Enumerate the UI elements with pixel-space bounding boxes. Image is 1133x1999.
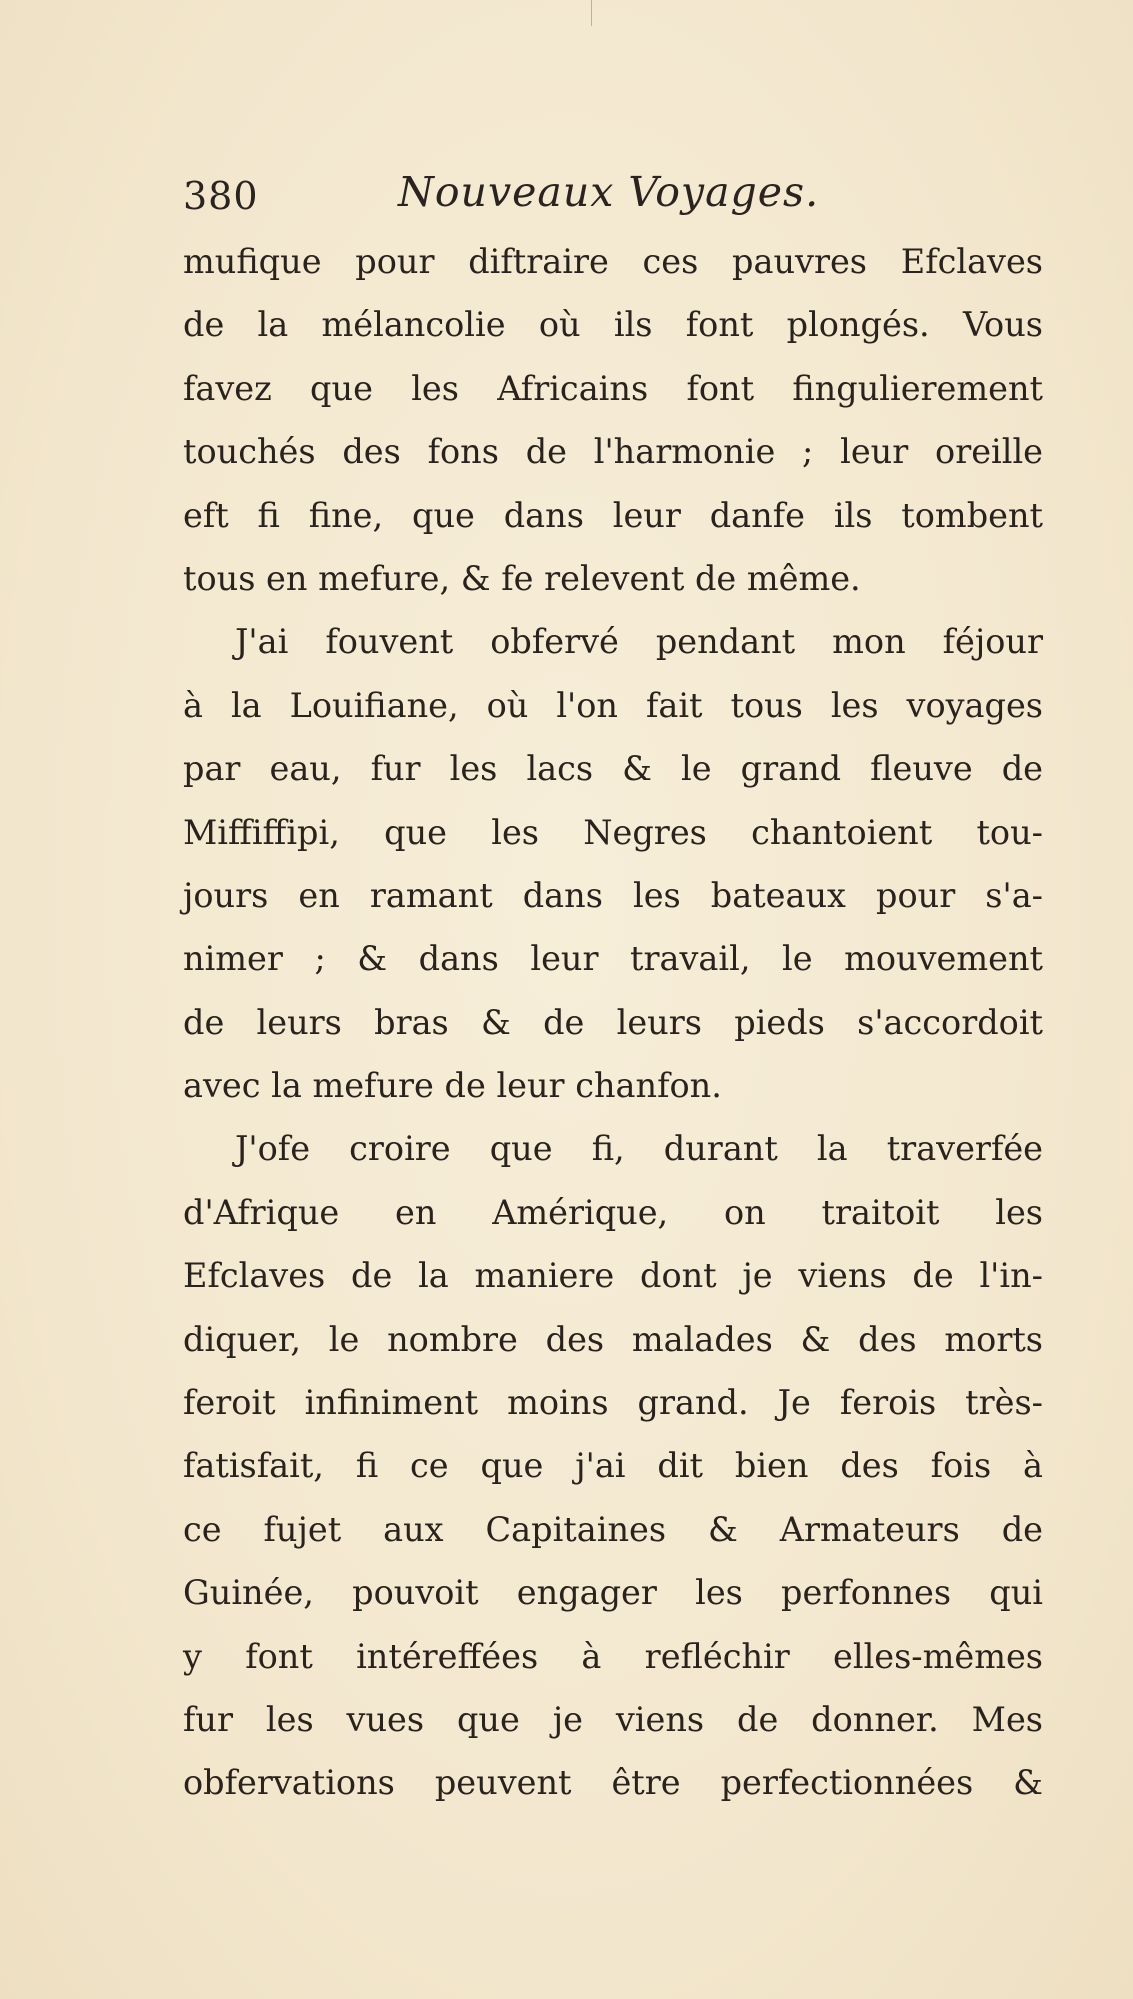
text-line: y font intéreffées à refléchir elles-mêmes [183, 1636, 1043, 1676]
text-line: par eau, fur les lacs & le grand fleuve de [183, 749, 1043, 789]
text-line: jours en ramant dans les bateaux pour s'a- [183, 875, 1043, 915]
text-line: diquer, le nombre des malades & des morts [183, 1319, 1043, 1359]
text-line: fatisfait, fi ce que j'ai dit bien des fois à [183, 1446, 1043, 1486]
text-line: tous en mefure, & fe relevent de même. [183, 558, 861, 598]
page-number: 380 [183, 174, 259, 218]
text-line: Efclaves de la maniere dont je viens de l'in- [183, 1256, 1043, 1296]
text-line: ce fujet aux Capitaines & Armateurs de [183, 1509, 1043, 1549]
text-line: favez que les Africains font fingulierement [183, 368, 1043, 408]
page-header [183, 162, 1063, 232]
text-line: avec la mefure de leur chanfon. [183, 1066, 722, 1106]
text-line: J'ofe croire que fi, durant la traverfée [235, 1129, 1043, 1169]
text-line: de leurs bras & de leurs pieds s'accordoit [183, 1002, 1043, 1042]
text-line: Miffiffipi, que les Negres chantoient tou- [183, 812, 1043, 852]
text-line: de la mélancolie où ils font plongés. Vous [183, 305, 1043, 345]
body-text [183, 230, 1043, 1815]
text-line: fur les vues que je viens de donner. Mes [183, 1699, 1043, 1739]
text-line: J'ai fouvent obfervé pendant mon féjour [235, 622, 1043, 662]
running-title: Nouveaux Voyages. [398, 168, 820, 216]
text-line: d'Afrique en Amérique, on traitoit les [183, 1192, 1043, 1232]
text-line: eft fi fine, que dans leur danfe ils tombent [183, 495, 1043, 535]
page-fold-mark [591, 0, 592, 26]
text-line: Guinée, pouvoit engager les perfonnes qui [183, 1573, 1043, 1613]
text-line: feroit infiniment moins grand. Je ferois très- [183, 1383, 1043, 1423]
text-line: à la Louifiane, où l'on fait tous les voyages [183, 685, 1043, 725]
text-line: nimer ; & dans leur travail, le mouvement [183, 939, 1043, 979]
text-line: touchés des fons de l'harmonie ; leur oreille [183, 432, 1043, 472]
text-line: obfervations peuvent être perfectionnées & [183, 1763, 1043, 1803]
text-line: mufique pour diftraire ces pauvres Efclaves [183, 242, 1043, 281]
